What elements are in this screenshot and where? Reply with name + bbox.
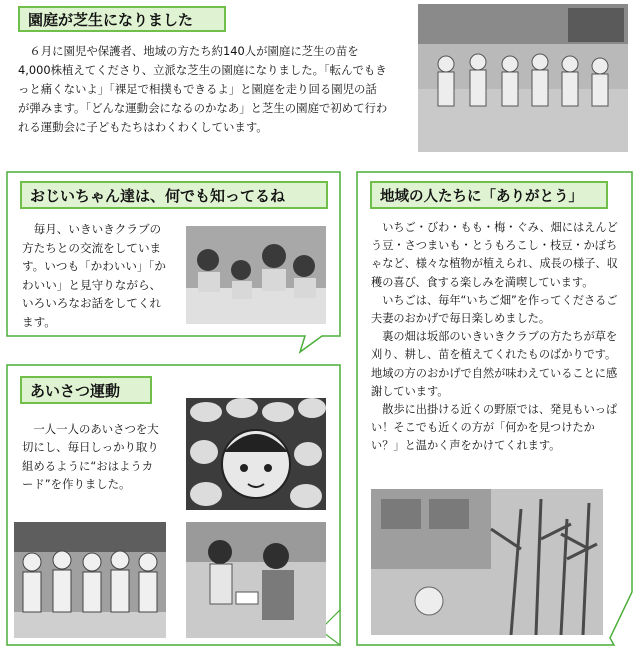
greeting-body-text: 一人一人のあいさつを大切にし、毎日しっかり取り組めるように“おはようカード”を作りました。 (22, 422, 159, 492)
community-photo (371, 489, 603, 635)
community-paragraph-3: 裏の畑は坂部のいきいきクラブの方たちが草を刈り、耕し、苗を植えてくれたものばかりです。地域の方のおかげで自然が味わえていることに感謝しています。 (371, 330, 618, 398)
elders-photo (186, 226, 326, 324)
lawn-title (18, 6, 226, 32)
community-title-text: 地域の人たちに「ありがとう」 (380, 188, 583, 205)
greeting-handover-photo (186, 522, 326, 638)
elders-title-text: おじいちゃん達は、何でも知ってるね (30, 186, 286, 205)
elders-title (20, 181, 328, 209)
community-paragraph-2: いちごは、毎年“いちご畑”を作ってくださるご夫妻のおかげで毎日楽しめました。 (371, 293, 618, 326)
lawn-body (18, 42, 388, 137)
lawn-body-text: ６月に園児や保護者、地域の方たち約140人が園庭に芝生の苗を4,000株植えてくださり、立派な芝生の園庭になりました。「転んでもきっと痛くないよ」「裸足で相撲もできるよ」と園庭を走り回る園児の話が弾みます。「どんな運動会になるのかなあ」と芝生の園庭で初めて行われる運動会に子どもたちはわくわくしています。 (18, 44, 388, 134)
community-body (371, 219, 621, 456)
greeting-card-photo (186, 398, 326, 510)
greeting-title (20, 376, 152, 404)
community-paragraph-1: いちご・びわ・もも・梅・ぐみ、畑にはえんどう豆・さつまいも・とうもろこし・枝豆・かぼちゃなど、様々な植物が植えられ、成長の様子、収穫の喜び、食する楽しみを満喫しています。 (371, 221, 618, 289)
elders-body (22, 220, 168, 332)
greeting-kids-photo (14, 522, 166, 638)
lawn-photo (418, 4, 628, 152)
lawn-title-text: 園庭が芝生になりました (28, 10, 194, 29)
greeting-title-text: あいさつ運動 (30, 381, 121, 400)
community-paragraph-4: 散歩に出掛ける近くの野原では、発見もいっぱい！そこでも近くの方が「何かを見つけたかい？」と温かく声をかけてくれます。 (371, 403, 618, 453)
community-title (370, 181, 608, 209)
greeting-body (22, 420, 162, 494)
elders-body-text: 毎月、いきいきクラブの方たちとの交流をしています。いつも「かわいい」「かわいい」と見守りながら、いろいろなお話をしてくれます。 (22, 222, 166, 329)
